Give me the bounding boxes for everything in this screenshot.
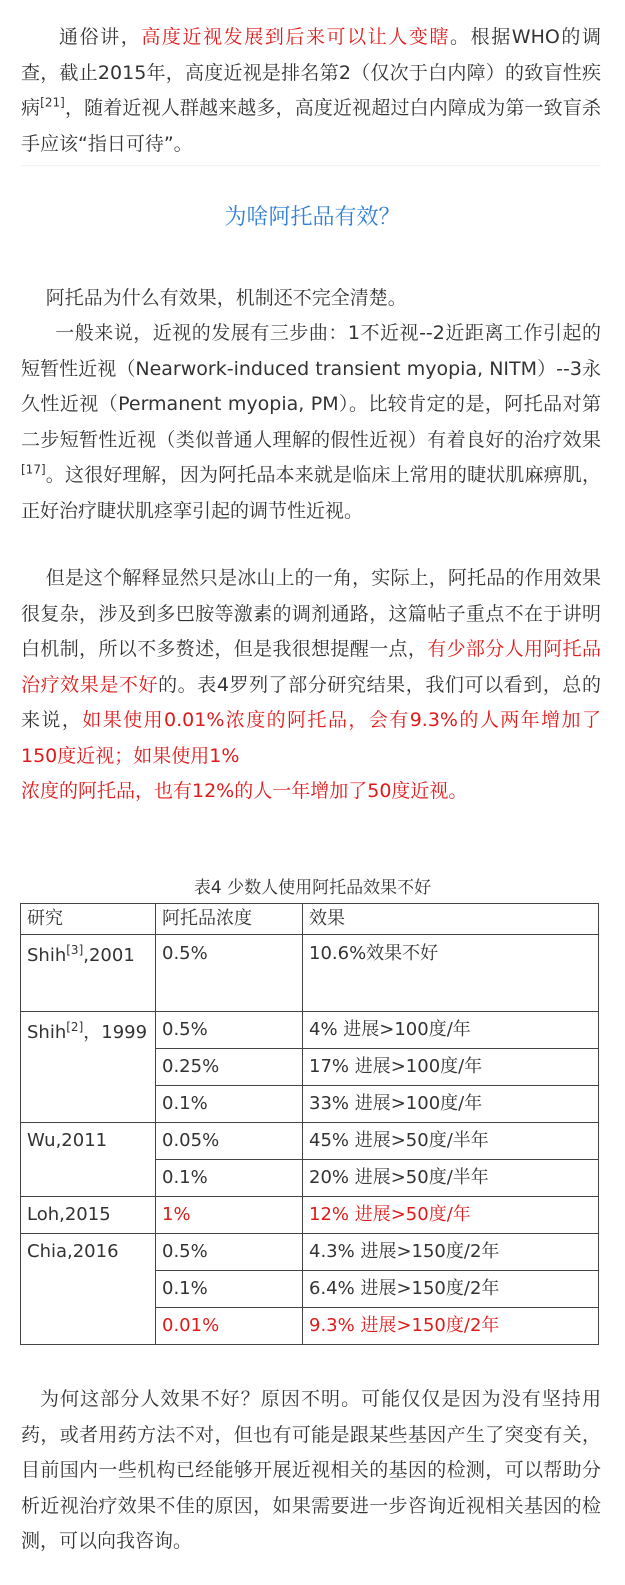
table-row: Chia,2016 0.5% 4.3% 进展>150度/2年 bbox=[21, 1234, 599, 1271]
study-cell: Wu,2011 bbox=[21, 1123, 156, 1197]
atropine-results-table bbox=[20, 903, 599, 1345]
study-cell: Chia,2016 bbox=[21, 1234, 156, 1345]
table-row: 0.1% 20% 进展>50度/半年 bbox=[21, 1160, 599, 1197]
study-cell: Shih[3],2001 bbox=[21, 935, 156, 1012]
highlight-effect: 12% 进展>50度/年 bbox=[303, 1197, 599, 1234]
highlight-blindness: 高度近视发展到后来可以让人变瞎 bbox=[141, 26, 451, 48]
paragraph-tip-of-iceberg: 但是这个解释显然只是冰山上的一角，实际上，阿托品的作用效果很复杂，涉及到多巴胺等激素的调剂通路，这篇帖子重点不在于讲明白机制，所以不多赘述，但是我很想提醒一点，有少部分人用阿托品治疗效果是不好的。表4罗列了部分研究结果，我们可以看到，总的来说，如果使用0.01%浓度的阿托品，会有9.3%的人两年增加了150度近视；如果使用1% 浓度的阿托品，也有12%的人一年增加了50度近视。 bbox=[21, 567, 601, 802]
highlight-low-dose: 如果使用0.01%浓度的阿托品，会有9.3%的人两年增加了150度近视；如果使用1% bbox=[21, 709, 601, 767]
paragraph-three-steps: 一般来说，近视的发展有三步曲：1不近视--2近距离工作引起的短暂性近视（Nearwork-induced transient myopia, NITM）--3永久性近视（Permanent myopia, PM）。比较肯定的是，阿托品对第二步短暂性近视（类似普通人理解的假性近视）有着良好的治疗效果[17]。这很好理解，因为阿托品本来就是临床上常用的睫状肌麻痹肌，正好治疗睫状肌痉挛引起的调节性近视。 bbox=[21, 322, 601, 522]
highlight-high-dose: 浓度的阿托品，也有12%的人一年增加了50度近视。 bbox=[21, 780, 468, 802]
paragraph-conclusion: 为何这部分人效果不好？原因不明。可能仅仅是因为没有坚持用药，或者用药方法不对，但也有可能是跟某些基因产生了突变有关，目前国内一些机构已经能够开展近视相关的基因的检测，可以帮助分析近视治疗效果不佳的原因，如果需要进一步咨询近视相关基因的检测，可以向我咨询。 bbox=[21, 1388, 601, 1552]
table-row: 0.25% 17% 进展>100度/年 bbox=[21, 1049, 599, 1086]
study-cell: Loh,2015 bbox=[21, 1197, 156, 1234]
highlight-conc: 1% bbox=[156, 1197, 303, 1234]
table-row: Wu,2011 0.05% 45% 进展>50度/半年 bbox=[21, 1123, 599, 1160]
table-row: 0.1% 6.4% 进展>150度/2年 bbox=[21, 1271, 599, 1308]
table-caption: 表4 少数人使用阿托品效果不好 bbox=[193, 878, 432, 898]
section-divider bbox=[21, 165, 601, 166]
header-effect: 效果 bbox=[303, 904, 599, 935]
table-header-row bbox=[21, 904, 599, 935]
highlight-conc: 0.01% bbox=[156, 1308, 303, 1345]
header-concentration: 阿托品浓度 bbox=[156, 904, 303, 935]
table-row bbox=[21, 1197, 599, 1234]
highlight-effect: 9.3% 进展>150度/2年 bbox=[303, 1308, 599, 1345]
paragraph-intro: 通俗讲，高度近视发展到后来可以让人变瞎。根据WHO的调查，截止2015年，高度近视是排名第2（仅次于白内障）的致盲性疾病[21]，随着近视人群越来越多，高度近视超过白内障成为第一致盲杀手应该“指日可待”。 bbox=[21, 26, 601, 155]
highlight-poor-effect: 有少部分人用阿托品治疗效果是不好 bbox=[21, 638, 601, 696]
citation-ref: [21] bbox=[40, 95, 65, 110]
study-cell: Shih[2]，1999 bbox=[21, 1012, 156, 1123]
citation-ref: [17] bbox=[21, 462, 46, 477]
section-heading: 为啥阿托品有效？ bbox=[224, 205, 401, 230]
table-row: Shih[2]，1999 0.5% 4% 进展>100度/年 bbox=[21, 1012, 599, 1049]
paragraph-mechanism-unknown: 阿托品为什么有效果，机制还不完全清楚。 bbox=[45, 287, 407, 309]
table-row: 0.1% 33% 进展>100度/年 bbox=[21, 1086, 599, 1123]
table-row: Shih[3],2001 0.5% 10.6%效果不好 bbox=[21, 935, 599, 1012]
header-study: 研究 bbox=[21, 904, 156, 935]
